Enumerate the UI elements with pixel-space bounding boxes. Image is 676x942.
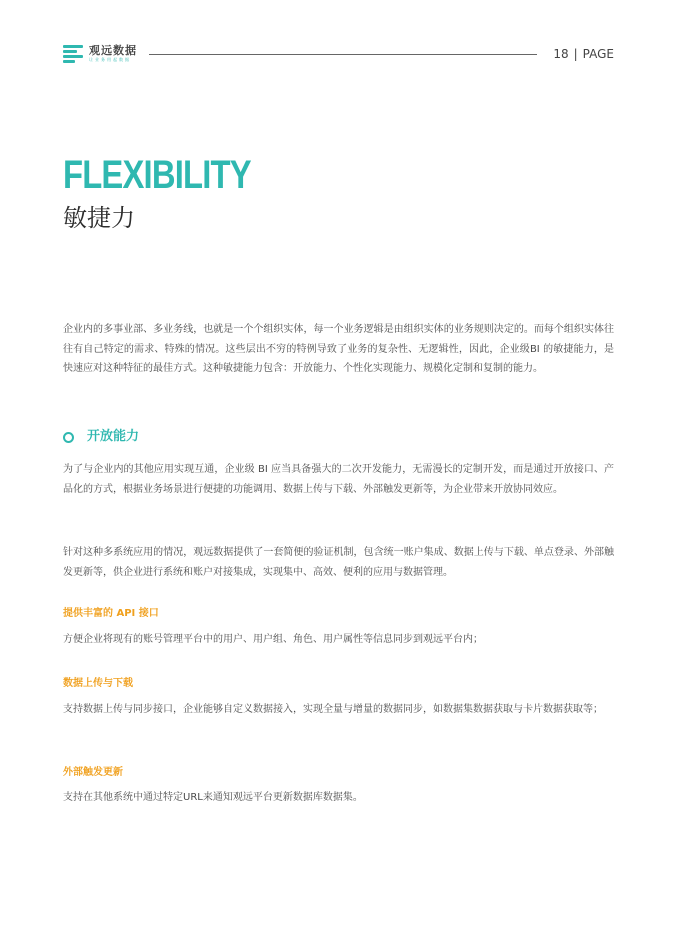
feature-title-upload: 数据上传与下载 (63, 678, 133, 689)
page-number: 18 (553, 47, 569, 61)
title-english: FLEXIBILITY (63, 153, 251, 197)
feature-desc-upload: 支持数据上传与同步接口，企业能够自定义数据接入，实现全量与增量的数据同步，如数据集数据获取与卡片数据获取等； (63, 704, 603, 715)
brand-name: 观远数据 (89, 44, 137, 57)
section-paragraph-2: 针对这种多系统应用的情况，观远数据提供了一套简便的验证机制，包含统一账户集成、数据上传与下载、单点登录、外部触发更新等，供企业进行系统和账户对接集成，实现集中、高效、便利的应用与数据管理。 (63, 547, 614, 578)
header-divider (149, 54, 537, 55)
section-paragraph-1: 为了与企业内的其他应用实现互通，企业级 BI 应当具备强大的二次开发能力，无需漫长的定制开发，而是通过开放接口、产品化的方式，根据业务场景进行便捷的功能调用、数据上传与下载、外部触发更新等，为企业带来开放协同效应。 (63, 464, 614, 495)
section-title: 开放能力 (87, 429, 140, 444)
page-header (63, 44, 614, 66)
feature-desc-api: 方便企业将现有的账号管理平台中的用户、用户组、角色、用户属性等信息同步到观远平台内； (63, 634, 483, 645)
feature-desc-trigger: 支持在其他系统中通过特定URL来通知观远平台更新数据库数据集。 (63, 792, 363, 803)
page-label: PAGE (582, 47, 614, 61)
feature-title-trigger: 外部触发更新 (63, 767, 123, 778)
brand-tagline: 让业务用起数据 (89, 57, 131, 62)
brand (89, 44, 137, 63)
feature-title-api: 提供丰富的 API 接口 (63, 608, 159, 619)
ring-bullet-icon (63, 432, 74, 443)
page-separator: | (573, 47, 578, 61)
title-chinese: 敏捷力 (63, 204, 135, 232)
page-indicator (553, 47, 614, 61)
intro-paragraph: 企业内的多事业部、多业务线，也就是一个个组织实体，每一个业务逻辑是由组织实体的业务规则决定的。而每个组织实体往往有自己特定的需求、特殊的情况。这些层出不穷的特例导致了业务的复杂性、无逻辑性，因此，企业级BI 的敏捷能力，是快速应对这种特征的最佳方式。这种敏捷能力包含：开放能力、个性化实现能力、规模化定制和复制的能力。 (63, 324, 614, 374)
brand-logo-icon (63, 44, 83, 64)
